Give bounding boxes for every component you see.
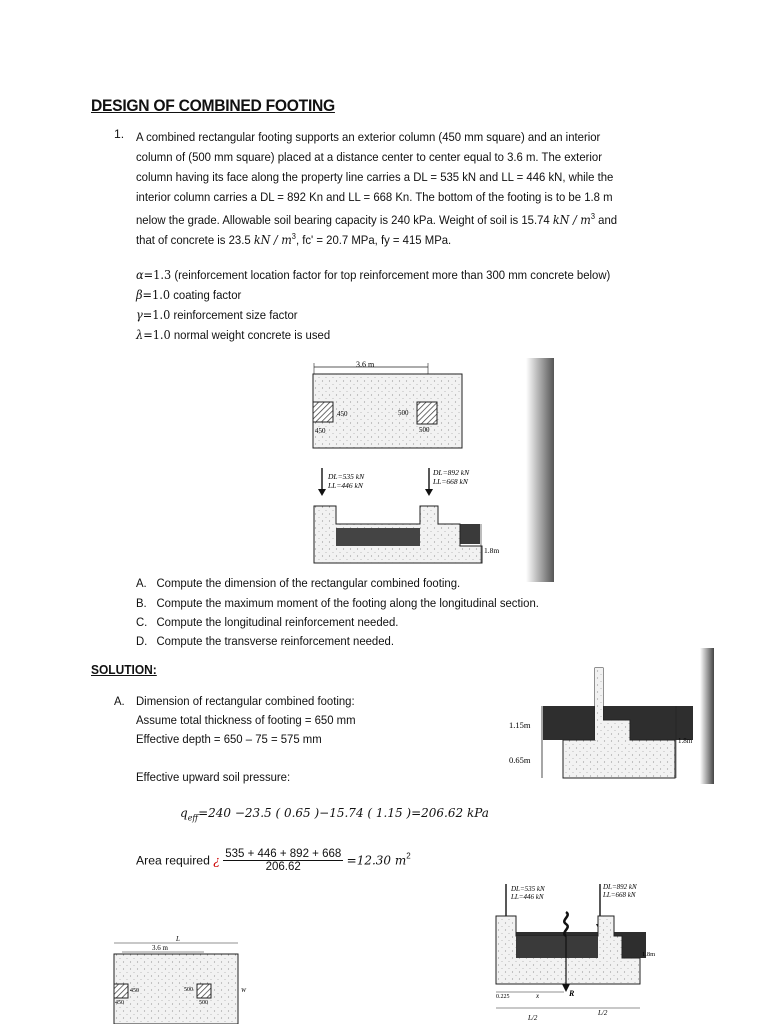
problem-line-4: interior column carries a DL = 892 Kn and LL = 668 Kn. The bottom of the footing is to be 1.8 m xyxy=(136,190,613,204)
x-label: x xyxy=(536,992,540,1000)
area-required-equation: Area required ¿ $\frac{535 + 446 + 892 + 668}{206.62}$ =12.30 $m^2$ xyxy=(136,848,411,873)
col1-dim-small: 450 xyxy=(130,988,139,994)
plan-spacing-label: 3.6 m xyxy=(356,360,375,369)
problem-line-1: A combined rectangular footing supports an exterior column (450 mm square) and an interior xyxy=(136,130,601,144)
half-length-1: L/2 xyxy=(528,1014,538,1022)
problem-line-6-tail: , fc' = 20.7 MPa, fy = 415 MPa. xyxy=(295,233,452,248)
load2-ll: LL=668 kN xyxy=(433,477,468,486)
load1-ll-small: LL=446 kN xyxy=(511,893,544,901)
exterior-column-small xyxy=(114,984,128,998)
problem-line-6-text: that of concrete is 23.5 xyxy=(136,233,251,248)
factor-beta: β=1.0 coating factor xyxy=(136,288,242,302)
col1-dim-b: 450 xyxy=(315,427,326,435)
load1-dl-small: DL=535 kN xyxy=(511,885,545,893)
solution-a-line-1: Dimension of rectangular combined footing: xyxy=(136,694,355,708)
question-c: C. Compute the longitudinal reinforcement needed. xyxy=(136,615,399,629)
plan-width-label: W xyxy=(241,988,246,994)
interior-column-small xyxy=(197,984,211,998)
factor-gamma: γ=1.0 reinforcement size factor xyxy=(136,308,298,322)
area-symbol: ¿ xyxy=(213,853,220,868)
problem-line-6 xyxy=(136,227,451,250)
factor-list xyxy=(136,265,610,345)
height-label-3: 1.8m xyxy=(678,737,693,745)
area-label: Area required xyxy=(136,853,210,868)
col2-dim: 500 xyxy=(398,409,409,417)
half-length-2: L/2 xyxy=(598,1009,608,1017)
effective-pressure-label: Effective upward soil pressure: xyxy=(136,770,291,784)
edge-label: 0.225 xyxy=(496,994,510,1000)
unit-sup-2: 3 xyxy=(291,232,296,241)
load2-ll-small: LL=668 kN xyxy=(603,891,636,899)
exterior-column-plan xyxy=(313,402,333,422)
factor-alpha: α=1.3 (reinforcement location factor for top reinforcement more than 300 mm concrete below) xyxy=(136,268,611,282)
load1-dl: DL=535 kN xyxy=(328,472,365,481)
col1-dim: 450 xyxy=(337,410,348,418)
load2-dl: DL=892 kN xyxy=(433,468,470,477)
resultant-label: R xyxy=(569,989,575,998)
load2-dl-small: DL=892 kN xyxy=(603,883,637,891)
footing-plan xyxy=(313,374,462,448)
figure-footing-plan-elevation xyxy=(300,358,554,582)
area-fraction: $\frac{535 + 446 + 892 + 668}{206.62}$ xyxy=(225,848,342,873)
scan-shadow xyxy=(526,358,554,582)
question-a: A. Compute the dimension of the rectangular combined footing. xyxy=(136,576,461,590)
question-b: B. Compute the maximum moment of the footing along the longitudinal section. xyxy=(136,596,539,610)
depth-label-small: 1.8m xyxy=(642,951,656,958)
q-eff-equation: $q_{eff}=240 -23.5$ ( 0.65 )−15.74 ( 1.15 )=206.62 kPa xyxy=(180,806,489,823)
unit-sup: 3 xyxy=(590,212,596,221)
col2-dim-small-b: 500 xyxy=(199,1000,208,1006)
height-label-2: 0.65m xyxy=(509,755,531,765)
col2-dim-small: 500 xyxy=(184,987,193,993)
col1-dim-small-b: 450 xyxy=(115,1000,124,1006)
depth-label: 1.8m xyxy=(484,546,500,555)
solution-a-letter: A. xyxy=(114,694,125,708)
problem-line-5-text: nelow the grade. Allowable soil bearing capacity is 240 kPa. Weight of soil is 15.74 xyxy=(136,213,550,228)
plan-spacing-small: 3.6 m xyxy=(152,944,168,952)
area-result: =12.30 m xyxy=(346,853,407,868)
solution-heading: SOLUTION: xyxy=(91,662,157,677)
page-title: DESIGN OF COMBINED FOOTING xyxy=(91,96,335,115)
problem-line-3: column having its face along the property line carries a DL = 535 kN and LL = 446 kN, while the xyxy=(136,170,614,184)
plan-length-label: L xyxy=(176,935,180,943)
factor-lambda: λ=1.0 normal weight concrete is used xyxy=(136,328,331,342)
figure-footing-resultant xyxy=(490,872,698,1024)
interior-column-plan xyxy=(417,402,437,424)
problem-number: 1. xyxy=(114,127,125,141)
question-d: D. Compute the transverse reinforcement needed. xyxy=(136,634,394,648)
solution-a-line-2: Assume total thickness of footing = 650 mm xyxy=(136,713,356,727)
load1-ll: LL=446 kN xyxy=(328,481,363,490)
problem-line-2: column of (500 mm square) placed at a distance center to center equal to 3.6 m. The exterior xyxy=(136,150,603,164)
soil-between xyxy=(336,528,420,546)
col2-dim-b: 500 xyxy=(419,426,430,434)
figure-footing-heights xyxy=(505,648,714,784)
figure-footing-plan-small xyxy=(108,932,283,1024)
unit-kn-m3: kN / m xyxy=(552,213,591,228)
height-label-1: 1.15m xyxy=(509,720,531,730)
solution-a-line-3: Effective depth = 650 – 75 = 575 mm xyxy=(136,732,322,746)
unit-kn-m3-2: kN / m xyxy=(253,233,292,248)
and-word: and xyxy=(598,213,618,228)
